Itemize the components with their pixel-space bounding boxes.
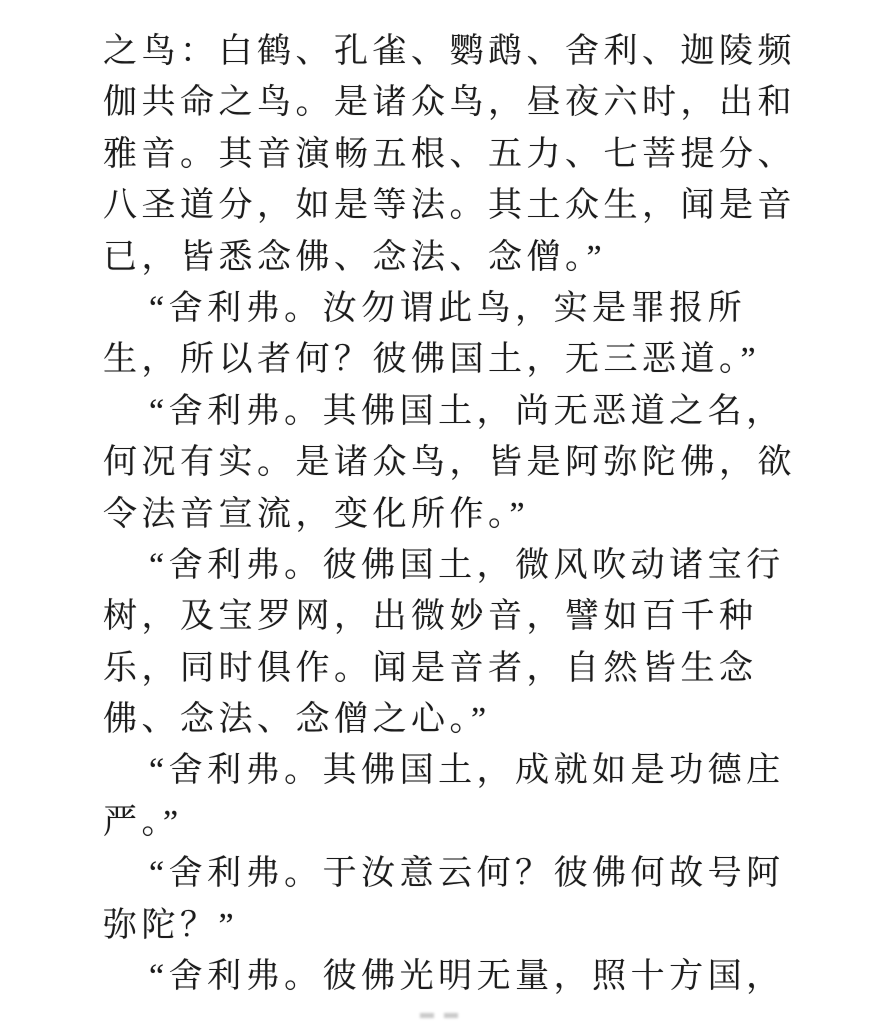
sutra-text-block <box>103 26 798 1002</box>
text-line: “舍利弗。彼佛光明无量，照十方国， <box>149 958 785 996</box>
text-line: 乐，同时俱作。闻是音者，自然皆生念 <box>103 649 758 687</box>
text-line: “舍利弗。于汝意云何？彼佛何故号阿 <box>149 855 785 893</box>
text-line: “舍利弗。彼佛国土，微风吹动诸宝行 <box>149 546 785 584</box>
text-line: 生，所以者何？彼佛国土，无三恶道。” <box>103 341 761 379</box>
text-line: 树，及宝罗网，出微妙音，譬如百千种 <box>103 598 758 636</box>
text-line: 雅音。其音演畅五根、五力、七菩提分、 <box>103 135 796 173</box>
text-line: 之鸟：白鹤、孔雀、鹦鹉、舍利、迦陵频 <box>103 33 796 70</box>
page-bottom-cutoff-fragment <box>420 1013 466 1021</box>
text-line: “舍利弗。其佛国土，成就如是功德庄 <box>149 752 785 790</box>
text-line: 八圣道分，如是等法。其土众生，闻是音 <box>103 187 796 225</box>
text-line: 伽共命之鸟。是诸众鸟，昼夜六时，出和 <box>103 84 796 122</box>
text-line: “舍利弗。汝勿谓此鸟，实是罪报所 <box>149 289 747 327</box>
text-line: 何况有实。是诸众鸟，皆是阿弥陀佛，欲 <box>103 444 796 482</box>
text-line: 弥陀？” <box>103 906 239 944</box>
text-line: 已，皆悉念佛、念法、念僧。” <box>103 238 607 276</box>
text-line: 佛、念法、念僧之心。” <box>103 701 491 739</box>
text-line: 严。” <box>103 803 183 841</box>
text-line: 令法音宣流，变化所作。” <box>103 495 530 533</box>
text-line: “舍利弗。其佛国土，尚无恶道之名， <box>149 392 785 430</box>
